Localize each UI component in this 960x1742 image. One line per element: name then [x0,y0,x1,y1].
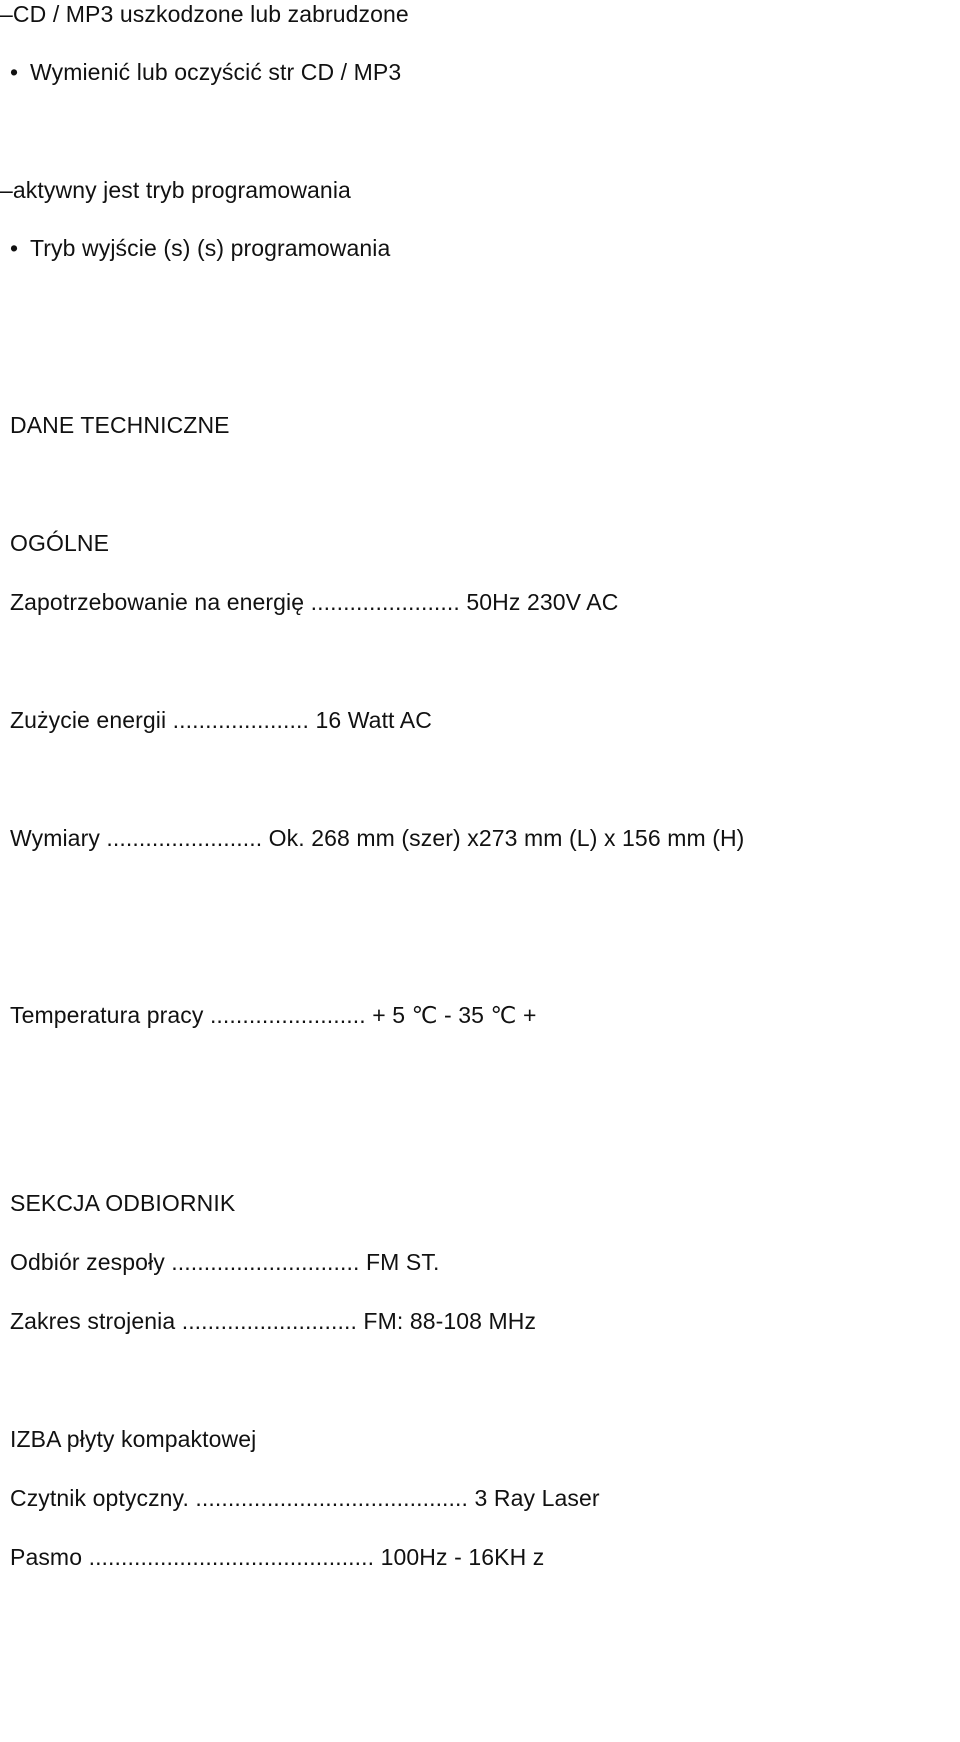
problem-program-mode [0,176,351,204]
spec-power-consumption: Zużycie energii ..................... 16 Watt AC [10,707,432,733]
spec-dimensions: Wymiary ........................ Ok. 268 mm (szer) x273 mm (L) x 156 mm (H) [10,825,745,851]
spec-bandwidth: Pasmo ............................................ 100Hz - 16KH z [10,1544,545,1570]
problem-text: CD / MP3 uszkodzone lub zabrudzone [12,1,409,27]
solution-cd-dirty [10,58,401,86]
spec-tuning-range: Zakres strojenia ........................... FM: 88-108 MHz [10,1308,537,1334]
heading-general: OGÓLNE [10,530,110,556]
dash-mark: – [0,177,13,203]
bullet-mark: • [10,59,19,85]
problem-cd-dirty [0,0,409,28]
section-title-tech-data: DANE TECHNICZNE [10,412,230,438]
problem-text: aktywny jest tryb programowania [12,177,351,203]
bullet-mark: • [10,235,19,261]
heading-receiver: SEKCJA ODBIORNIK [10,1190,236,1216]
solution-text: Tryb wyjście (s) (s) programowania [30,235,391,261]
spec-reception: Odbiór zespoły ............................. FM ST. [10,1249,440,1275]
spec-power-supply: Zapotrzebowanie na energię ....................... 50Hz 230V AC [10,589,619,615]
spec-operating-temp: Temperatura pracy ........................ + 5 ℃ - 35 ℃ + [10,1002,537,1028]
heading-cd-section: IZBA płyty kompaktowej [10,1426,257,1452]
spec-optical-pickup: Czytnik optyczny. .......................................... 3 Ray Laser [10,1485,600,1511]
solution-program-mode [10,234,390,262]
solution-text: Wymienić lub oczyścić str CD / MP3 [30,59,402,85]
dash-mark: – [0,1,13,27]
